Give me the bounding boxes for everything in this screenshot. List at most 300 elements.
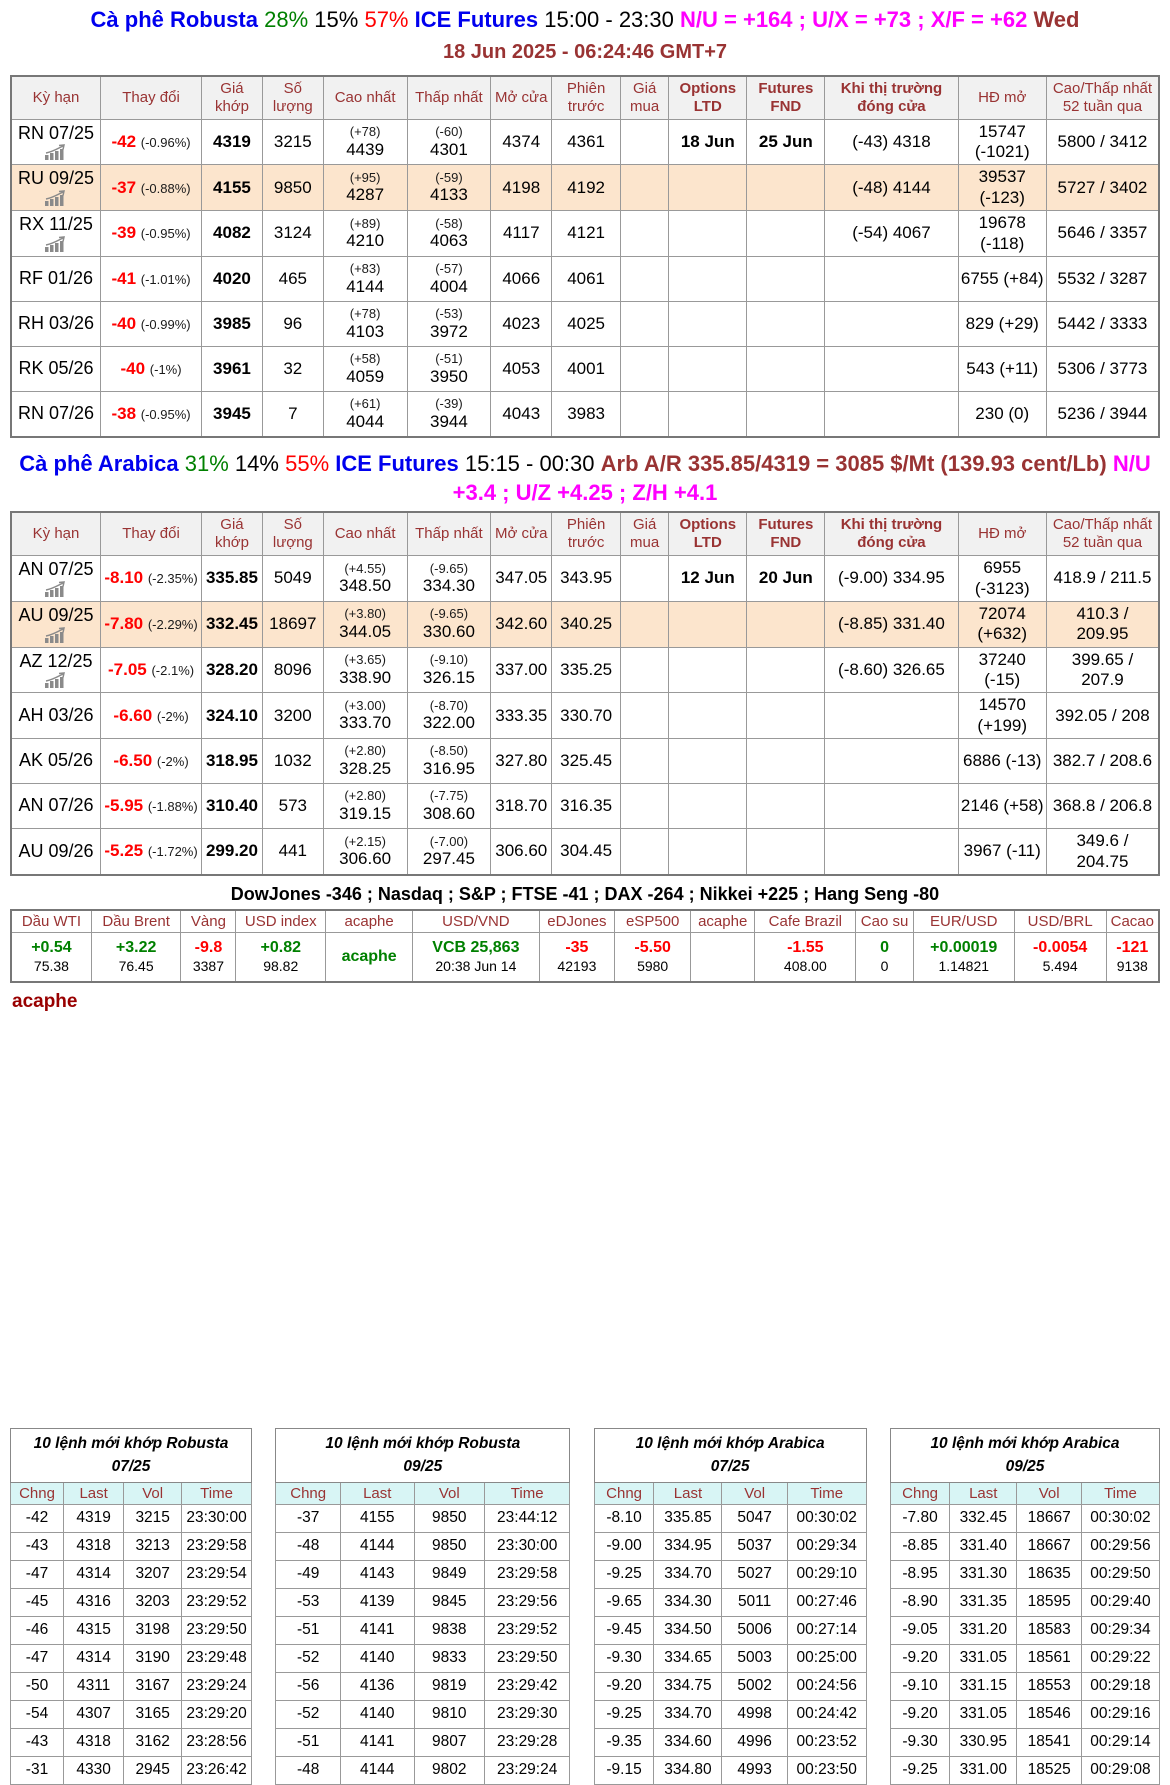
cell-change xyxy=(101,211,202,257)
contract-label: RX 11/25 xyxy=(19,214,93,235)
cell-open: 4066 xyxy=(491,256,552,301)
orders-cell-chng: -8.90 xyxy=(890,1588,949,1616)
col-header-change: Thay đổi xyxy=(101,512,202,556)
cell-futures-fnd xyxy=(747,739,825,784)
cell-after-close: (-8.85) 331.40 xyxy=(825,601,958,647)
orders-cell-last: 4315 xyxy=(64,1616,124,1644)
low-delta: (-9.65) xyxy=(429,560,469,576)
col-header-prev-session: Phiên trước xyxy=(552,512,621,556)
cell-volume: 5049 xyxy=(262,556,323,602)
orders-cell-chng: -43 xyxy=(11,1532,64,1560)
futures-row xyxy=(11,693,1159,739)
orders-title xyxy=(11,1429,252,1483)
change-percent: (-0.96%) xyxy=(140,134,191,150)
orders-row xyxy=(276,1504,570,1532)
cell-prev-session: 343.95 xyxy=(552,556,621,602)
orders-cell-time: 00:25:00 xyxy=(787,1644,866,1672)
orders-cell-chng: -50 xyxy=(11,1672,64,1700)
title-segment: N/U = +164 ; U/X = +73 ; X/F = +62 xyxy=(680,7,1028,32)
cell-after-close xyxy=(825,256,958,301)
contract-label: RK 05/26 xyxy=(18,358,94,379)
col-header-low: Thấp nhất xyxy=(407,76,491,120)
orders-col-chng: Chng xyxy=(11,1482,64,1504)
orders-row xyxy=(594,1728,866,1756)
low-delta: (-58) xyxy=(435,215,463,231)
orders-cell-time: 00:29:16 xyxy=(1081,1700,1159,1728)
col-header-contract: Kỳ hạn xyxy=(11,76,101,120)
orders-cell-last: 335.85 xyxy=(654,1504,722,1532)
cell-last-price xyxy=(202,739,263,784)
orders-cell-chng: -9.30 xyxy=(594,1644,654,1672)
orders-cell-chng: -9.45 xyxy=(594,1616,654,1644)
chart-icon[interactable] xyxy=(14,581,98,598)
orders-title-line2: 09/25 xyxy=(403,1457,443,1475)
low-value: 4063 xyxy=(430,231,468,251)
col-header-high: Cao nhất xyxy=(323,512,407,556)
cell-options-ltd xyxy=(669,739,747,784)
strip-col-acaphe: acaphe xyxy=(691,910,755,933)
orders-cell-time: 00:27:46 xyxy=(787,1588,866,1616)
cell-bid xyxy=(621,556,669,602)
cell-bid xyxy=(621,119,669,165)
orders-cell-last: 4155 xyxy=(341,1504,415,1532)
orders-cell-chng: -51 xyxy=(276,1728,341,1756)
cell-last-price xyxy=(202,693,263,739)
strip-change: +0.54 xyxy=(31,939,72,957)
cell-contract xyxy=(11,829,101,875)
high-delta: (+89) xyxy=(349,215,381,231)
orders-row xyxy=(11,1504,252,1532)
strip-data-row xyxy=(11,933,1159,983)
strip-value: 42193 xyxy=(557,958,597,975)
col-header-open: Mở cửa xyxy=(491,76,552,120)
orders-cell-vol: 9802 xyxy=(414,1756,485,1784)
orders-row xyxy=(11,1728,252,1756)
cell-52w-range: 349.6 / 204.75 xyxy=(1046,829,1159,875)
contract-label: AU 09/25 xyxy=(18,605,94,625)
strip-col-usd-index: USD index xyxy=(236,910,326,933)
cell-last-price xyxy=(202,256,263,301)
orders-row xyxy=(276,1532,570,1560)
cell-52w-range: 399.65 / 207.9 xyxy=(1046,647,1159,693)
orders-cell-chng: -47 xyxy=(11,1644,64,1672)
orders-cell-vol: 9845 xyxy=(414,1588,485,1616)
col-header-52w-range: Cao/Thấp nhất 52 tuần qua xyxy=(1046,76,1159,120)
orders-cell-chng: -9.00 xyxy=(594,1532,654,1560)
orders-cell-last: 334.65 xyxy=(654,1644,722,1672)
orders-cell-time: 00:29:10 xyxy=(787,1560,866,1588)
col-header-volume: Số lượng xyxy=(262,512,323,556)
low-delta: (-7.00) xyxy=(429,833,469,849)
low-delta: (-39) xyxy=(435,395,463,411)
cell-options-ltd xyxy=(669,784,747,829)
futures-row xyxy=(11,601,1159,647)
title-segment: N/U +3.4 ; U/Z +4.25 ; Z/H +4.1 xyxy=(452,450,1151,505)
cell-low xyxy=(407,346,491,391)
orders-row xyxy=(594,1616,866,1644)
cell-open: 333.35 xyxy=(491,693,552,739)
cell-low xyxy=(407,829,491,875)
orders-cell-chng: -42 xyxy=(11,1504,64,1532)
cell-after-close xyxy=(825,391,958,437)
last-price: 3945 xyxy=(213,403,251,423)
orders-row xyxy=(11,1756,252,1784)
change-value: -37 xyxy=(111,177,137,197)
cell-options-ltd: 12 Jun xyxy=(669,556,747,602)
strip-value: 0 xyxy=(880,958,889,975)
orders-cell-vol: 9807 xyxy=(414,1728,485,1756)
strip-col-esp500: eSP500 xyxy=(615,910,691,933)
low-value: 4133 xyxy=(430,185,468,205)
low-value: 4004 xyxy=(430,276,468,296)
orders-cell-vol: 18525 xyxy=(1017,1756,1082,1784)
high-value: 338.90 xyxy=(339,667,392,687)
world-indices-line: DowJones -346 ; Nasdaq ; S&P ; FTSE -41 ; DAX -264 ; Nikkei +225 ; Hang Seng -80 xyxy=(230,884,940,905)
col-header-options-ltd: Options LTD xyxy=(669,76,747,120)
orders-row xyxy=(11,1616,252,1644)
orders-cell-vol: 4996 xyxy=(722,1728,787,1756)
cell-volume: 18697 xyxy=(262,601,323,647)
cell-contract xyxy=(11,256,101,301)
cell-contract xyxy=(11,739,101,784)
cell-open-interest: 19678 (-118) xyxy=(958,211,1046,257)
cell-open: 337.00 xyxy=(491,647,552,693)
change-value: -5.95 xyxy=(104,796,144,816)
col-header-open-interest: HĐ mở xyxy=(958,512,1046,556)
high-delta: (+2.15) xyxy=(344,833,386,849)
orders-cell-last: 4318 xyxy=(64,1532,124,1560)
orders-cell-time: 23:29:42 xyxy=(485,1672,570,1700)
cell-low xyxy=(407,556,491,602)
change-percent: (-0.95%) xyxy=(140,226,191,242)
strip-cell xyxy=(413,933,539,983)
futures-row xyxy=(11,256,1159,301)
cell-last-price xyxy=(202,165,263,211)
orders-cell-vol: 5027 xyxy=(722,1560,787,1588)
high-value: 328.25 xyxy=(339,758,392,778)
strip-col-cafe-brazil: Cafe Brazil xyxy=(755,910,856,933)
cell-options-ltd xyxy=(669,829,747,875)
low-value: 3944 xyxy=(430,411,468,431)
orders-cell-vol: 9833 xyxy=(414,1644,485,1672)
change-percent: (-1%) xyxy=(149,361,182,377)
contract-label: AK 05/26 xyxy=(18,750,94,771)
cell-futures-fnd xyxy=(747,693,825,739)
orders-cell-last: 331.30 xyxy=(950,1560,1017,1588)
cell-change xyxy=(101,165,202,211)
cell-high xyxy=(323,346,407,391)
orders-col-vol: Vol xyxy=(1017,1482,1082,1504)
change-percent: (-2.29%) xyxy=(147,617,198,633)
cell-futures-fnd xyxy=(747,211,825,257)
orders-table-0 xyxy=(10,1428,252,1785)
orders-cell-time: 23:26:42 xyxy=(182,1756,252,1784)
robusta-title xyxy=(10,6,1160,35)
orders-cell-last: 334.95 xyxy=(654,1532,722,1560)
strip-cell xyxy=(11,933,91,983)
strip-change: -5.50 xyxy=(634,939,671,957)
orders-row xyxy=(276,1700,570,1728)
orders-cell-vol: 9810 xyxy=(414,1700,485,1728)
futures-row xyxy=(11,784,1159,829)
cell-last-price xyxy=(202,784,263,829)
cell-high xyxy=(323,301,407,346)
cell-52w-range: 5306 / 3773 xyxy=(1046,346,1159,391)
high-delta: (+78) xyxy=(349,305,381,321)
cell-bid xyxy=(621,211,669,257)
title-segment: ICE Futures xyxy=(414,7,539,32)
orders-cell-last: 4314 xyxy=(64,1644,124,1672)
robusta-futures-table xyxy=(10,75,1160,438)
contract-label: AN 07/26 xyxy=(18,795,94,816)
orders-title-line2: 09/25 xyxy=(1005,1457,1045,1475)
cell-after-close xyxy=(825,346,958,391)
title-segment: 57% xyxy=(364,7,409,32)
strip-cell xyxy=(236,933,326,983)
futures-row xyxy=(11,739,1159,784)
cell-options-ltd xyxy=(669,391,747,437)
orders-row xyxy=(890,1756,1159,1784)
strip-change: -9.8 xyxy=(194,939,223,957)
orders-cell-time: 23:29:52 xyxy=(485,1616,570,1644)
orders-cell-last: 4314 xyxy=(64,1560,124,1588)
orders-title-row xyxy=(276,1429,570,1483)
cell-options-ltd xyxy=(669,693,747,739)
cell-contract xyxy=(11,211,101,257)
orders-title-row xyxy=(890,1429,1159,1483)
cell-52w-range: 5532 / 3287 xyxy=(1046,256,1159,301)
cell-futures-fnd xyxy=(747,256,825,301)
orders-cell-vol: 5003 xyxy=(722,1644,787,1672)
cell-52w-range: 5800 / 3412 xyxy=(1046,119,1159,165)
arabica-futures-table xyxy=(10,511,1160,876)
orders-cell-chng: -9.25 xyxy=(594,1560,654,1588)
blank-spacer xyxy=(10,1013,1160,1428)
orders-header-row xyxy=(594,1482,866,1504)
high-value: 4103 xyxy=(346,321,385,341)
orders-cell-time: 00:24:56 xyxy=(787,1672,866,1700)
strip-col-cao-su: Cao su xyxy=(856,910,913,933)
strip-cell xyxy=(755,933,856,983)
chart-icon[interactable] xyxy=(14,190,98,207)
orders-cell-vol: 4993 xyxy=(722,1756,787,1784)
orders-cell-chng: -37 xyxy=(276,1504,341,1532)
strip-cell xyxy=(1014,933,1106,983)
arabica-title xyxy=(10,450,1160,507)
cell-volume: 7 xyxy=(262,391,323,437)
orders-cell-last: 4140 xyxy=(341,1644,415,1672)
orders-cell-chng: -53 xyxy=(276,1588,341,1616)
orders-cell-vol: 9849 xyxy=(414,1560,485,1588)
orders-row xyxy=(11,1672,252,1700)
last-price: 328.20 xyxy=(205,659,258,679)
cell-options-ltd xyxy=(669,301,747,346)
cell-open-interest: 6755 (+84) xyxy=(958,256,1046,301)
cell-futures-fnd xyxy=(747,601,825,647)
strip-col-d-u-wti: Dầu WTI xyxy=(11,910,91,933)
cell-change xyxy=(101,601,202,647)
cell-open: 4374 xyxy=(491,119,552,165)
orders-cell-time: 00:30:02 xyxy=(1081,1504,1159,1532)
high-value: 306.60 xyxy=(339,849,392,869)
orders-col-last: Last xyxy=(950,1482,1017,1504)
orders-cell-last: 330.95 xyxy=(950,1728,1017,1756)
cell-last-price xyxy=(202,391,263,437)
chart-icon[interactable] xyxy=(14,672,98,689)
cell-change xyxy=(101,647,202,693)
orders-cell-last: 4139 xyxy=(341,1588,415,1616)
last-price: 4155 xyxy=(213,177,251,197)
cell-bid xyxy=(621,391,669,437)
cell-after-close xyxy=(825,739,958,784)
cell-prev-session: 325.45 xyxy=(552,739,621,784)
cell-high xyxy=(323,693,407,739)
orders-cell-time: 23:44:12 xyxy=(485,1504,570,1532)
orders-cell-last: 4140 xyxy=(341,1700,415,1728)
orders-cell-last: 334.30 xyxy=(654,1588,722,1616)
orders-cell-last: 331.20 xyxy=(950,1616,1017,1644)
strip-cell xyxy=(856,933,913,983)
strip-change: +3.22 xyxy=(115,939,157,957)
orders-cell-vol: 5011 xyxy=(722,1588,787,1616)
strip-value: 9138 xyxy=(1116,958,1148,975)
orders-cell-vol: 9838 xyxy=(414,1616,485,1644)
change-percent: (-1.72%) xyxy=(147,844,198,860)
orders-cell-time: 00:29:18 xyxy=(1081,1672,1159,1700)
orders-cell-chng: -47 xyxy=(11,1560,64,1588)
strip-change: -121 xyxy=(1116,939,1149,957)
cell-low xyxy=(407,647,491,693)
orders-cell-chng: -9.20 xyxy=(890,1700,949,1728)
cell-change xyxy=(101,556,202,602)
orders-cell-last: 332.45 xyxy=(950,1504,1017,1532)
strip-change: acaphe xyxy=(341,948,397,966)
orders-cell-chng: -9.25 xyxy=(890,1756,949,1784)
cell-volume: 465 xyxy=(262,256,323,301)
cell-low xyxy=(407,301,491,346)
cell-last-price xyxy=(202,119,263,165)
cell-prev-session: 3983 xyxy=(552,391,621,437)
orders-table-1 xyxy=(275,1428,570,1785)
last-price: 310.40 xyxy=(205,796,258,816)
orders-title xyxy=(594,1429,866,1483)
cell-prev-session: 340.25 xyxy=(552,601,621,647)
cell-after-close: (-54) 4067 xyxy=(825,211,958,257)
change-value: -6.60 xyxy=(113,705,153,725)
orders-cell-vol: 5047 xyxy=(722,1504,787,1532)
orders-cell-vol: 18546 xyxy=(1017,1700,1082,1728)
futures-row xyxy=(11,211,1159,257)
cell-52w-range: 5236 / 3944 xyxy=(1046,391,1159,437)
cell-change xyxy=(101,693,202,739)
low-value: 297.45 xyxy=(422,849,475,869)
cell-prev-session: 4192 xyxy=(552,165,621,211)
strip-value: 98.82 xyxy=(263,958,299,975)
orders-cell-last: 4141 xyxy=(341,1616,415,1644)
cell-52w-range: 5442 / 3333 xyxy=(1046,301,1159,346)
orders-cell-chng: -8.10 xyxy=(594,1504,654,1532)
chart-icon[interactable] xyxy=(14,627,98,644)
orders-cell-chng: -52 xyxy=(276,1700,341,1728)
change-value: -41 xyxy=(111,268,137,288)
change-value: -5.25 xyxy=(104,841,144,861)
orders-cell-last: 334.50 xyxy=(654,1616,722,1644)
contract-label: RU 09/25 xyxy=(17,168,95,189)
col-header-change: Thay đổi xyxy=(101,76,202,120)
orders-table-3 xyxy=(890,1428,1160,1785)
header-row xyxy=(11,512,1159,556)
orders-row xyxy=(890,1616,1159,1644)
orders-cell-vol: 3165 xyxy=(124,1700,182,1728)
last-price: 4319 xyxy=(213,131,251,151)
orders-row xyxy=(890,1700,1159,1728)
orders-cell-chng: -48 xyxy=(276,1532,341,1560)
orders-row xyxy=(594,1700,866,1728)
cell-futures-fnd xyxy=(747,784,825,829)
orders-cell-vol: 18583 xyxy=(1017,1616,1082,1644)
orders-title-line2: 07/25 xyxy=(710,1457,750,1475)
cell-52w-range: 368.8 / 206.8 xyxy=(1046,784,1159,829)
chart-icon[interactable] xyxy=(14,144,98,161)
orders-cell-vol: 3207 xyxy=(124,1560,182,1588)
change-percent: (-0.88%) xyxy=(140,180,191,196)
strip-cell xyxy=(615,933,691,983)
strip-change: +0.82 xyxy=(260,939,301,957)
orders-cell-chng: -49 xyxy=(276,1560,341,1588)
cell-open: 4117 xyxy=(491,211,552,257)
cell-futures-fnd xyxy=(747,647,825,693)
orders-cell-chng: -45 xyxy=(11,1588,64,1616)
orders-cell-time: 00:30:02 xyxy=(787,1504,866,1532)
strip-header-row xyxy=(11,910,1159,933)
low-value: 326.15 xyxy=(422,667,475,687)
orders-row xyxy=(594,1560,866,1588)
orders-cell-chng: -9.20 xyxy=(890,1644,949,1672)
cell-contract xyxy=(11,601,101,647)
cell-contract xyxy=(11,301,101,346)
orders-cell-time: 23:29:52 xyxy=(182,1588,252,1616)
orders-title xyxy=(276,1429,570,1483)
cell-open-interest: 2146 (+58) xyxy=(958,784,1046,829)
low-value: 3972 xyxy=(430,321,468,341)
orders-title-line1: 10 lệnh mới khớp Robusta xyxy=(33,1435,229,1453)
cell-change xyxy=(101,829,202,875)
high-value: 344.05 xyxy=(339,621,392,641)
orders-row xyxy=(594,1672,866,1700)
cell-volume: 3215 xyxy=(262,119,323,165)
orders-cell-chng: -9.25 xyxy=(594,1700,654,1728)
orders-row xyxy=(276,1644,570,1672)
cell-futures-fnd xyxy=(747,391,825,437)
orders-cell-vol: 18667 xyxy=(1017,1504,1082,1532)
chart-icon[interactable] xyxy=(14,236,98,253)
orders-cell-chng: -51 xyxy=(276,1616,341,1644)
cell-last-price xyxy=(202,647,263,693)
orders-row xyxy=(890,1560,1159,1588)
col-header-last-price: Giá khớp xyxy=(202,76,263,120)
title-segment: 15% xyxy=(314,7,359,32)
low-delta: (-59) xyxy=(435,169,463,185)
strip-col-acaphe: acaphe xyxy=(326,910,413,933)
orders-row xyxy=(276,1560,570,1588)
cell-last-price xyxy=(202,556,263,602)
high-value: 4044 xyxy=(346,411,385,431)
orders-cell-last: 331.15 xyxy=(950,1672,1017,1700)
cell-prev-session: 304.45 xyxy=(552,829,621,875)
cell-prev-session: 335.25 xyxy=(552,647,621,693)
cell-open-interest: 6955 (-3123) xyxy=(958,556,1046,602)
change-percent: (-2.1%) xyxy=(151,662,195,678)
